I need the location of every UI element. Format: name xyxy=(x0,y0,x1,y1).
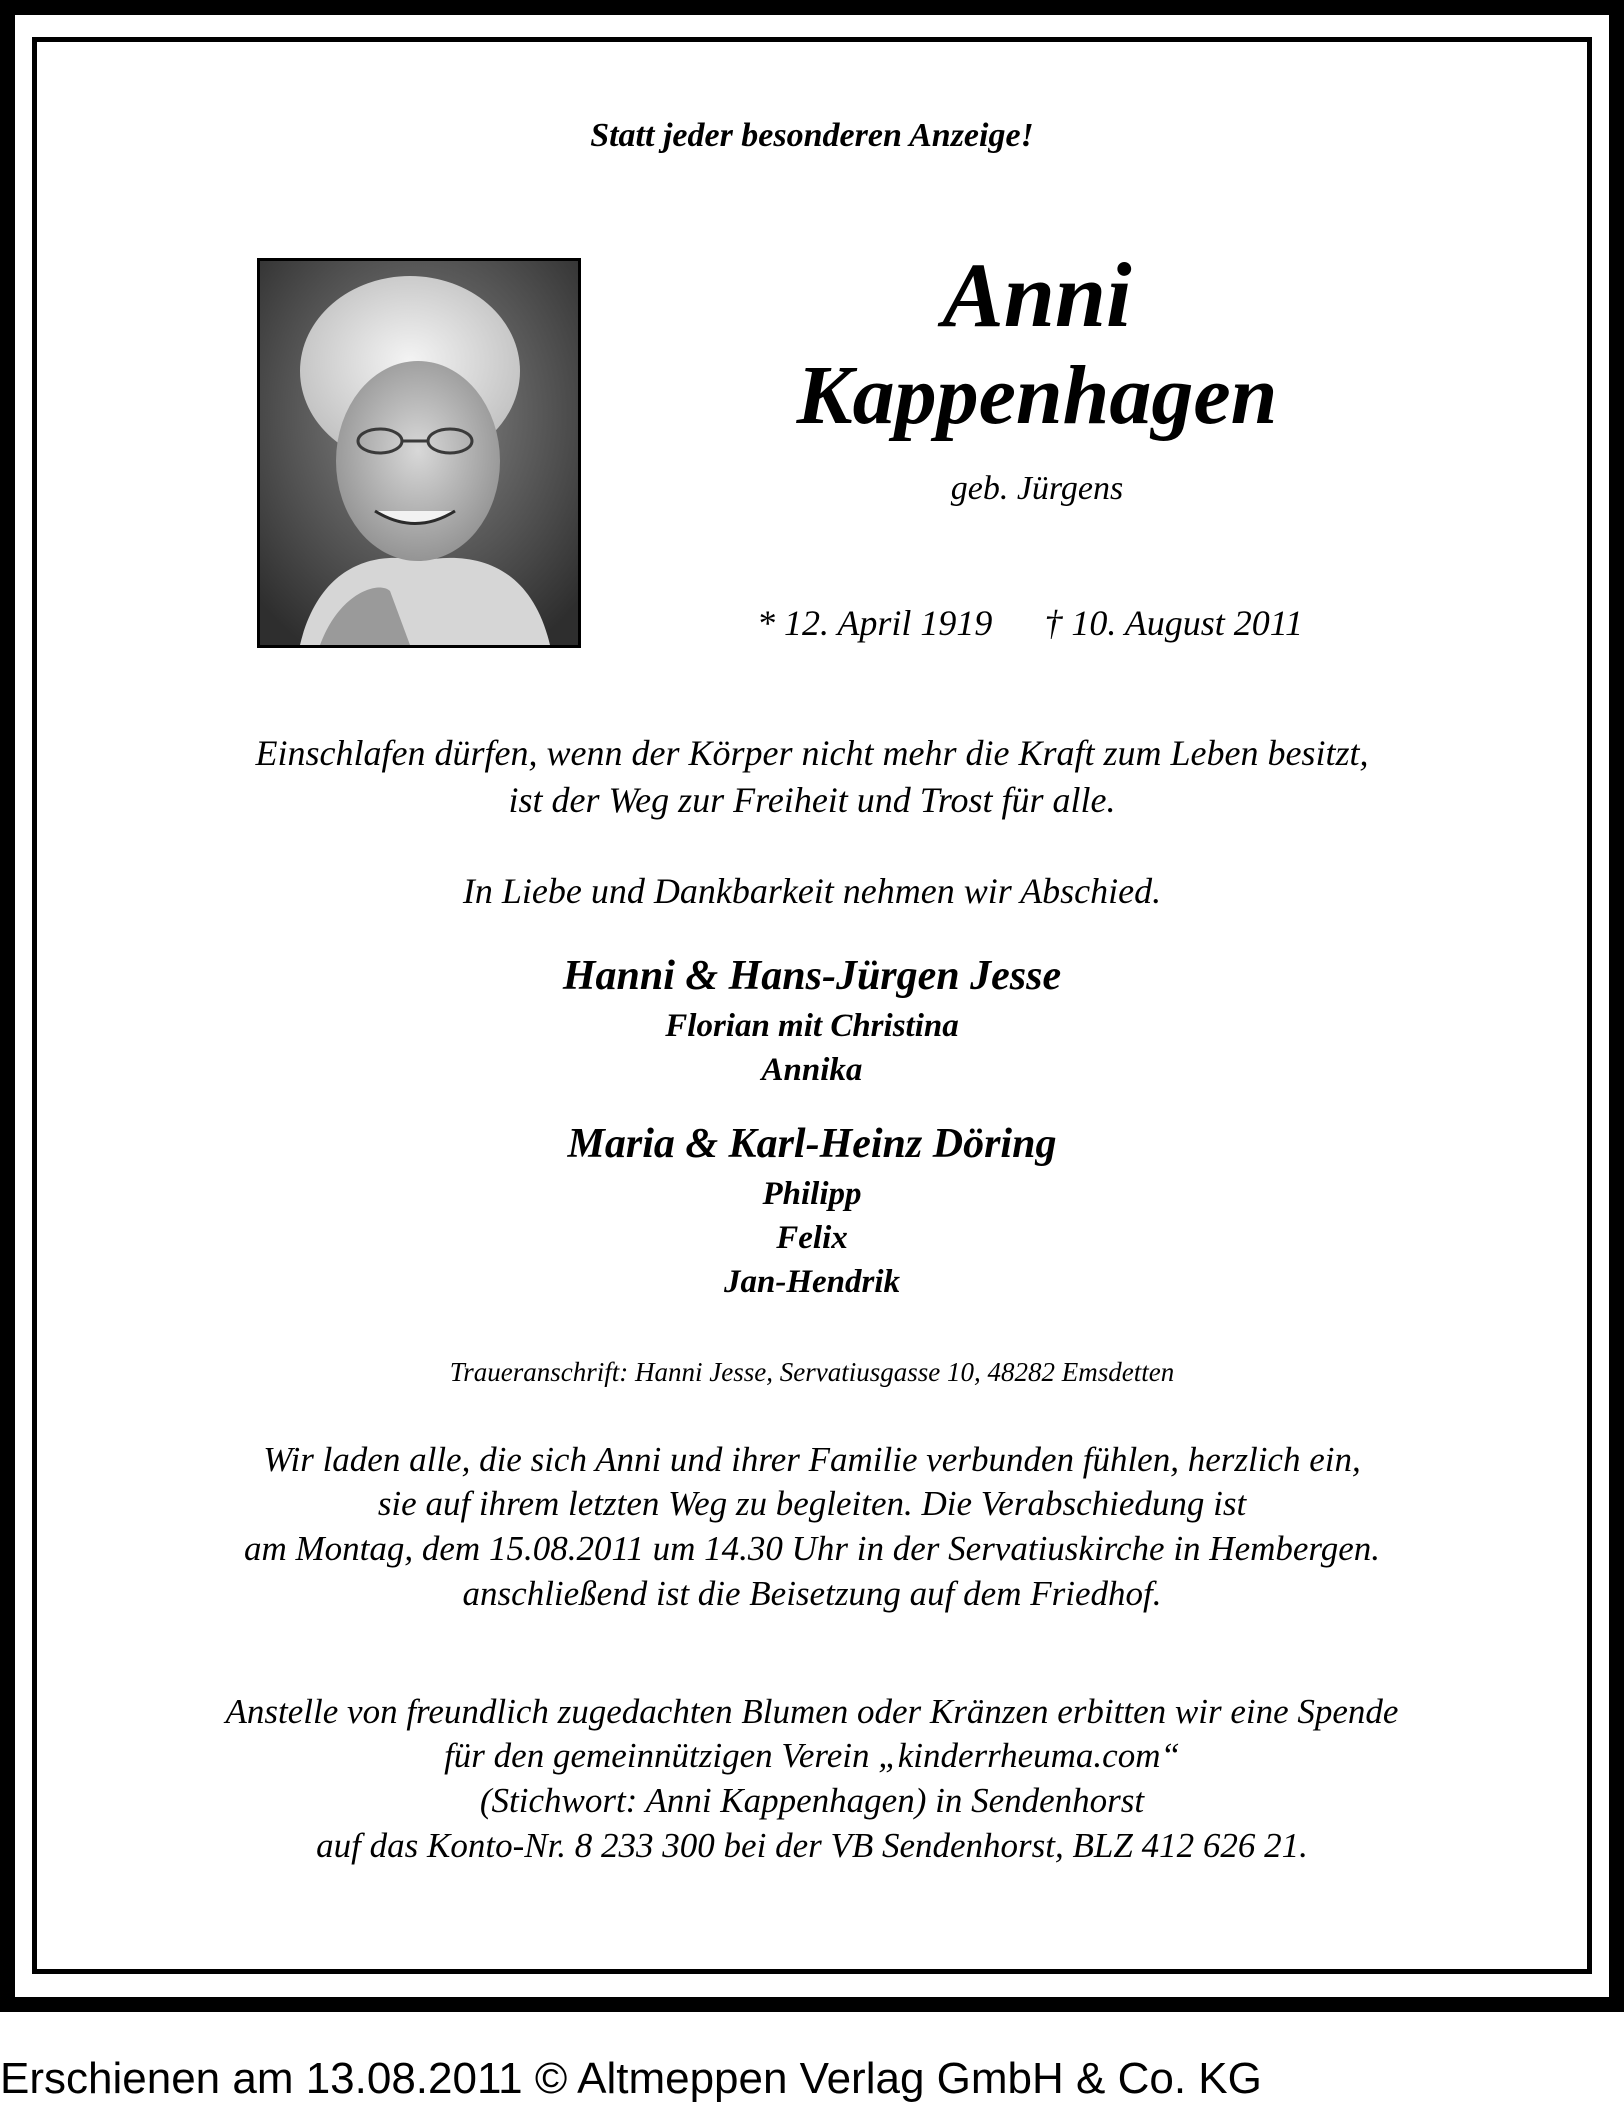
family-member: Annika xyxy=(761,1052,863,1088)
donation-line: Anstelle von freundlich zugedachten Blumen oder Kränzen erbitten wir eine Spende xyxy=(225,1692,1399,1731)
family-member: Florian mit Christina xyxy=(665,1008,959,1044)
family-head: Hanni & Hans-Jürgen Jesse xyxy=(562,953,1062,999)
birth-date: * 12. April 1919 xyxy=(757,603,993,643)
invitation-line: Wir laden alle, die sich Anni und ihrer Familie verbunden fühlen, herzlich ein, xyxy=(263,1440,1361,1479)
verse-line: ist der Weg zur Freiheit und Trost für alle. xyxy=(508,780,1116,820)
death-date: † 10. August 2011 xyxy=(1044,603,1304,643)
headline: Statt jeder besonderen Anzeige! xyxy=(590,117,1034,154)
family-member: Jan-Hendrik xyxy=(723,1264,901,1300)
notice-card xyxy=(32,37,1592,1974)
first-name: Anni xyxy=(942,244,1132,346)
family-member: Felix xyxy=(776,1220,848,1256)
portrait-photo xyxy=(257,258,581,648)
invitation-line: anschließend ist die Beisetzung auf dem Friedhof. xyxy=(462,1574,1162,1613)
life-dates xyxy=(757,602,1303,644)
mourning-address: Traueranschrift: Hanni Jesse, Servatiusgasse 10, 48282 Emsdetten xyxy=(449,1357,1175,1387)
verse-line: Einschlafen dürfen, wenn der Körper nicht mehr die Kraft zum Leben besitzt, xyxy=(255,733,1369,773)
portrait-image xyxy=(260,261,578,645)
maiden-name: geb. Jürgens xyxy=(950,470,1124,507)
farewell-text: In Liebe und Dankbarkeit nehmen wir Abschied. xyxy=(462,871,1162,911)
invitation-line: sie auf ihrem letzten Weg zu begleiten. Die Verabschiedung ist xyxy=(377,1484,1247,1523)
donation-line: auf das Konto-Nr. 8 233 300 bei der VB Sendenhorst, BLZ 412 626 21. xyxy=(316,1826,1308,1865)
family-head: Maria & Karl-Heinz Döring xyxy=(567,1121,1057,1167)
publication-footer: Erschienen am 13.08.2011 © Altmeppen Verlag GmbH & Co. KG xyxy=(0,2054,1262,2103)
invitation-line: am Montag, dem 15.08.2011 um 14.30 Uhr in der Servatiuskirche in Hembergen. xyxy=(243,1529,1381,1568)
family-member: Philipp xyxy=(762,1176,862,1212)
donation-line: für den gemeinnützigen Verein „kinderrheuma.com“ xyxy=(444,1736,1180,1775)
donation-line: (Stichwort: Anni Kappenhagen) in Sendenhorst xyxy=(479,1781,1145,1820)
last-name: Kappenhagen xyxy=(796,349,1278,442)
